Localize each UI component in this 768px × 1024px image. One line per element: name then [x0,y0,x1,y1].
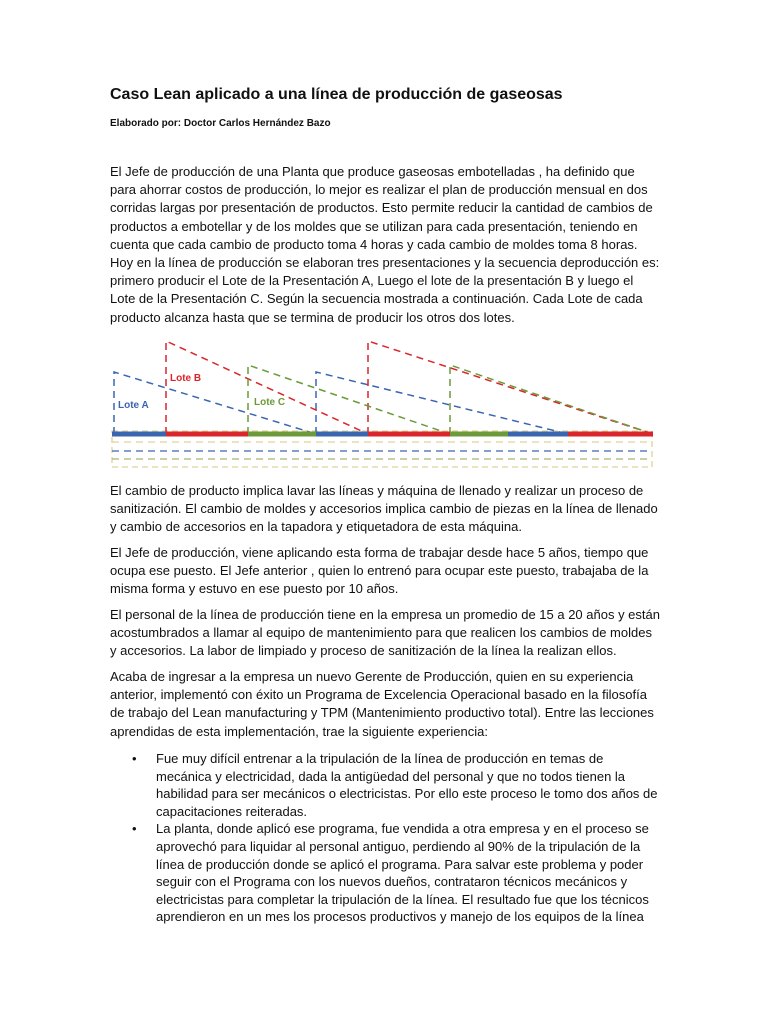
label-lote-c: Lote C [254,397,286,408]
paragraph-production-chief: El Jefe de producción, viene aplicando esta forma de trabajar desde hace 5 años, tiempo que ocupa ese puesto. El Jefe anterior , quien lo entrenó para ocupar este puesto, trabajaba de la misma forma y estuvo en ese puesto por 10 años. [110,545,649,597]
lote-b-series [166,341,653,434]
lote-c-series [248,365,653,434]
paragraph-new-manager: Acaba de ingresar a la empresa un nuevo Gerente de Producción, quien en su experiencia anterior, implementó con éxito un Programa de Excelencia Operacional basado en la filosofía de trabajo del Lean manufacturing y TPM (Mantenimiento productivo total). Entre las lecciones aprendidas de esta implementación, trae la siguiente experiencia: [110,669,654,739]
production-sequence-diagram [108,335,656,471]
page-title: Caso Lean aplicado a una línea de producción de gaseosas [110,86,563,103]
paragraph-product-change: El cambio de producto implica lavar las líneas y máquina de llenado y realizar un proceso de sanitización. El cambio de moldes y accesorios implica cambio de piezas en la línea de llenado y cambio de accesorios en la tapadora y etiquetadora de esta máquina. [110,483,658,535]
list-item [110,820,658,926]
label-lote-a: Lote A [118,400,149,411]
list-item [110,750,658,820]
paragraph-intro: El Jefe de producción de una Planta que produce gaseosas embotelladas , ha definido que para ahorrar costos de producción, lo mejor es realizar el plan de producción mensual en dos corridas largas por presentación de productos. Esto permite reducir la cantidad de cambios de productos a embotellar y de los moldes que se utilizan para cada presentación, teniendo en cuenta que cada cambio de producto toma 4 horas y cada cambio de moldes toma 8 horas. Hoy en la línea de producción se elaboran tres presentaciones y la secuencia deproducción es: primero producir el Lote de la Presentación A, Luego el lote de la presentación B y luego el Lote de la Presentación C. Según la secuencia mostrada a continuación. Cada Lote de cada producto alcanza hasta que se termina de producir los otros dos lotes. [110,164,660,325]
bullet-icon: • [132,821,137,837]
label-lote-b: Lote B [170,373,202,384]
bullet-icon: • [132,751,137,766]
paragraph-staff: El personal de la línea de producción tiene en la empresa un promedio de 15 a 20 años y están acostumbrados a llamar al equipo de mantenimiento para que realicen los cambios de moldes y accesorios. La labor de limpiado y proceso de sanitización de la línea la realizan ellos. [110,607,660,659]
list-item-text: Fue muy difícil entrenar a la tripulación de la línea de producción en temas de mecánica y electricidad, dada la antigüedad del personal y que no todos tienen la habilidad para ser mecánicos o electricistas. Por ello este proceso le tomo dos años de capacitaciones reiteradas. [156,751,658,819]
list-item-text: La planta, donde aplicó ese programa, fue vendida a otra empresa y en el proceso se aprovechó para liquidar al personal antiguo, perdiendo al 90% de la tripulación de la línea de producción donde se aplicó el programa. Para salvar este problema y poder seguir con el Programa con los nuevos dueños, contrataron técnicos mecánicos y electricistas para completar la tripulación de la línea. El resultado fue que los técnicos aprendieron en un mes los procesos productivos y manejo de los equipos de la línea [156,821,649,925]
author-line: Elaborado por: Doctor Carlos Hernández Bazo [110,118,331,129]
lessons-list [110,750,658,926]
